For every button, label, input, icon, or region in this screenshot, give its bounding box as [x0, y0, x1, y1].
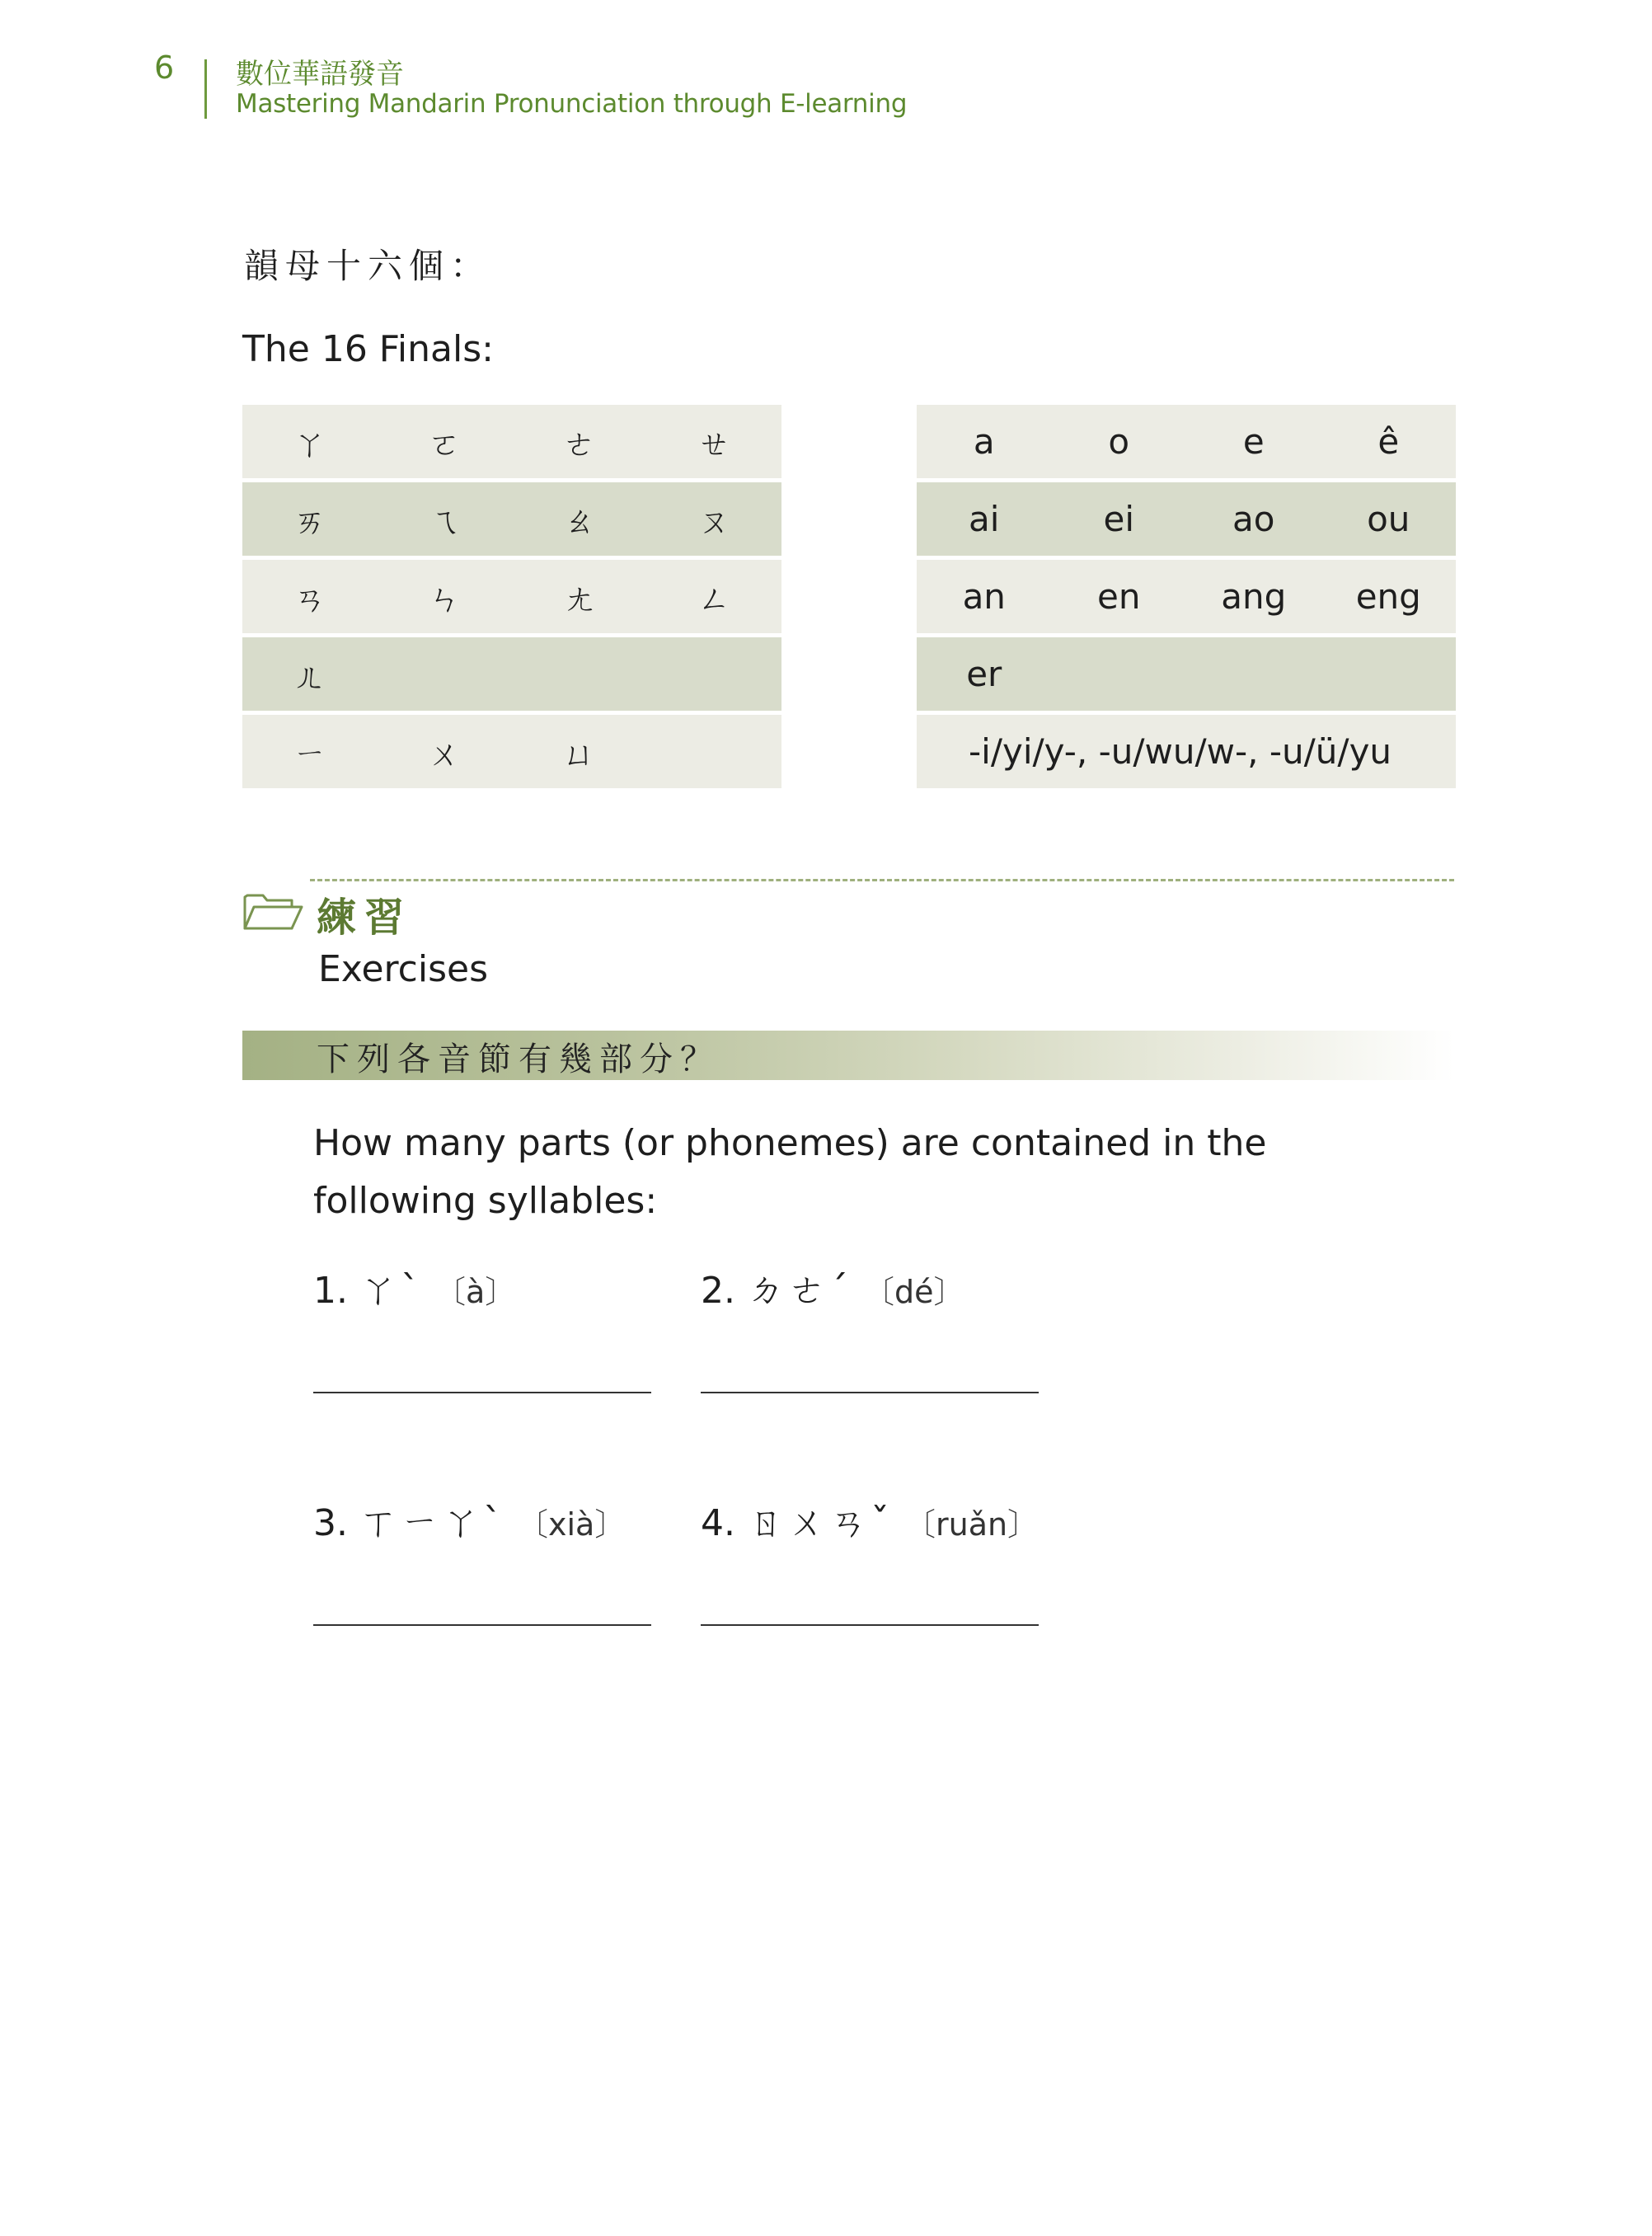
table-cell: e [1242, 421, 1265, 462]
section-heading-zh: 韻母十六個： [244, 246, 492, 286]
book-title-zh: 數位華語發音 [236, 58, 404, 91]
table-row [917, 637, 1456, 711]
section-heading-en: The 16 Finals: [242, 328, 494, 370]
item-number: 3. [313, 1502, 348, 1544]
table-cell: ㄠ [562, 503, 596, 541]
item-zhuyin: ㄚˋ [359, 1267, 423, 1312]
item-number: 4. [701, 1502, 735, 1544]
item-number: 2. [701, 1270, 735, 1312]
exercises-title-en: Exercises [318, 948, 489, 990]
exercises-title-zh: 練習 [317, 895, 413, 941]
table-cell: ㄢ [293, 580, 326, 618]
table-row [242, 637, 781, 711]
item-zhuyin: ㄉㄜˊ [746, 1267, 852, 1312]
answer-blank[interactable] [313, 1392, 651, 1393]
table-row [917, 482, 1456, 556]
table-row [242, 482, 781, 556]
table-cell: ㄦ [293, 658, 326, 696]
table-cell: ㄟ [428, 503, 462, 541]
table-cell: en [1097, 576, 1141, 617]
table-cell: ou [1367, 499, 1410, 539]
item-number: 1. [313, 1270, 348, 1312]
item-pinyin: 〔ruǎn〕 [903, 1506, 1040, 1543]
item-pinyin: 〔dé〕 [862, 1274, 965, 1310]
finals-pinyin-table [917, 405, 1456, 792]
table-row [917, 560, 1456, 633]
table-cell: ㄧ [293, 735, 326, 773]
exercise-item-1 [313, 1260, 516, 1314]
table-row [917, 405, 1456, 478]
item-pinyin: 〔xià〕 [516, 1506, 627, 1543]
table-cell: ao [1232, 499, 1275, 539]
table-cell: a [973, 421, 995, 462]
item-pinyin: 〔à〕 [434, 1274, 517, 1310]
table-cell: ㄩ [562, 735, 596, 773]
table-cell: ㄣ [428, 580, 462, 618]
table-row [242, 560, 781, 633]
folder-icon [242, 889, 303, 932]
table-cell: ㄡ [697, 503, 731, 541]
table-cell: ㄤ [562, 580, 596, 618]
answer-blank[interactable] [701, 1392, 1039, 1393]
table-cell: o [1108, 421, 1130, 462]
exercise-item-2 [701, 1260, 965, 1314]
table-cell: ㄥ [697, 580, 731, 618]
table-cell: ㄞ [293, 503, 326, 541]
section-divider [310, 879, 1454, 881]
table-row [242, 715, 781, 788]
exercise-item-4 [701, 1492, 1039, 1547]
table-cell: ai [969, 499, 1000, 539]
table-cell: ê [1377, 421, 1400, 462]
table-row [917, 715, 1456, 788]
answer-blank[interactable] [313, 1624, 651, 1626]
table-cell: ㄚ [293, 425, 326, 463]
table-cell: ㄨ [428, 735, 462, 773]
table-cell: ㄝ [697, 425, 731, 463]
page-number: 6 [154, 49, 175, 86]
table-cell: ang [1221, 576, 1287, 617]
book-title-en: Mastering Mandarin Pronunciation through E-learning [236, 89, 908, 119]
table-cell: eng [1355, 576, 1421, 617]
table-cell: er [966, 654, 1002, 694]
table-row [242, 405, 781, 478]
exercise-item-3 [313, 1492, 626, 1547]
answer-blank[interactable] [701, 1624, 1039, 1626]
finals-zhuyin-table [242, 405, 781, 792]
header-divider [204, 59, 207, 119]
table-cell: ㄛ [428, 425, 462, 463]
table-cell: ei [1103, 499, 1134, 539]
prompt-en: How many parts (or phonemes) are contained in the following syllables: [313, 1122, 1267, 1222]
item-zhuyin: ㄖㄨㄢˇ [746, 1500, 893, 1544]
prompt-zh: 下列各音節有幾部分？ [317, 1040, 720, 1078]
item-zhuyin: ㄒㄧㄚˋ [359, 1500, 505, 1544]
table-cell: -i/yi/y-, -u/wu/w-, -u/ü/yu [969, 731, 1392, 772]
table-cell: ㄜ [562, 425, 596, 463]
table-cell: an [962, 576, 1006, 617]
